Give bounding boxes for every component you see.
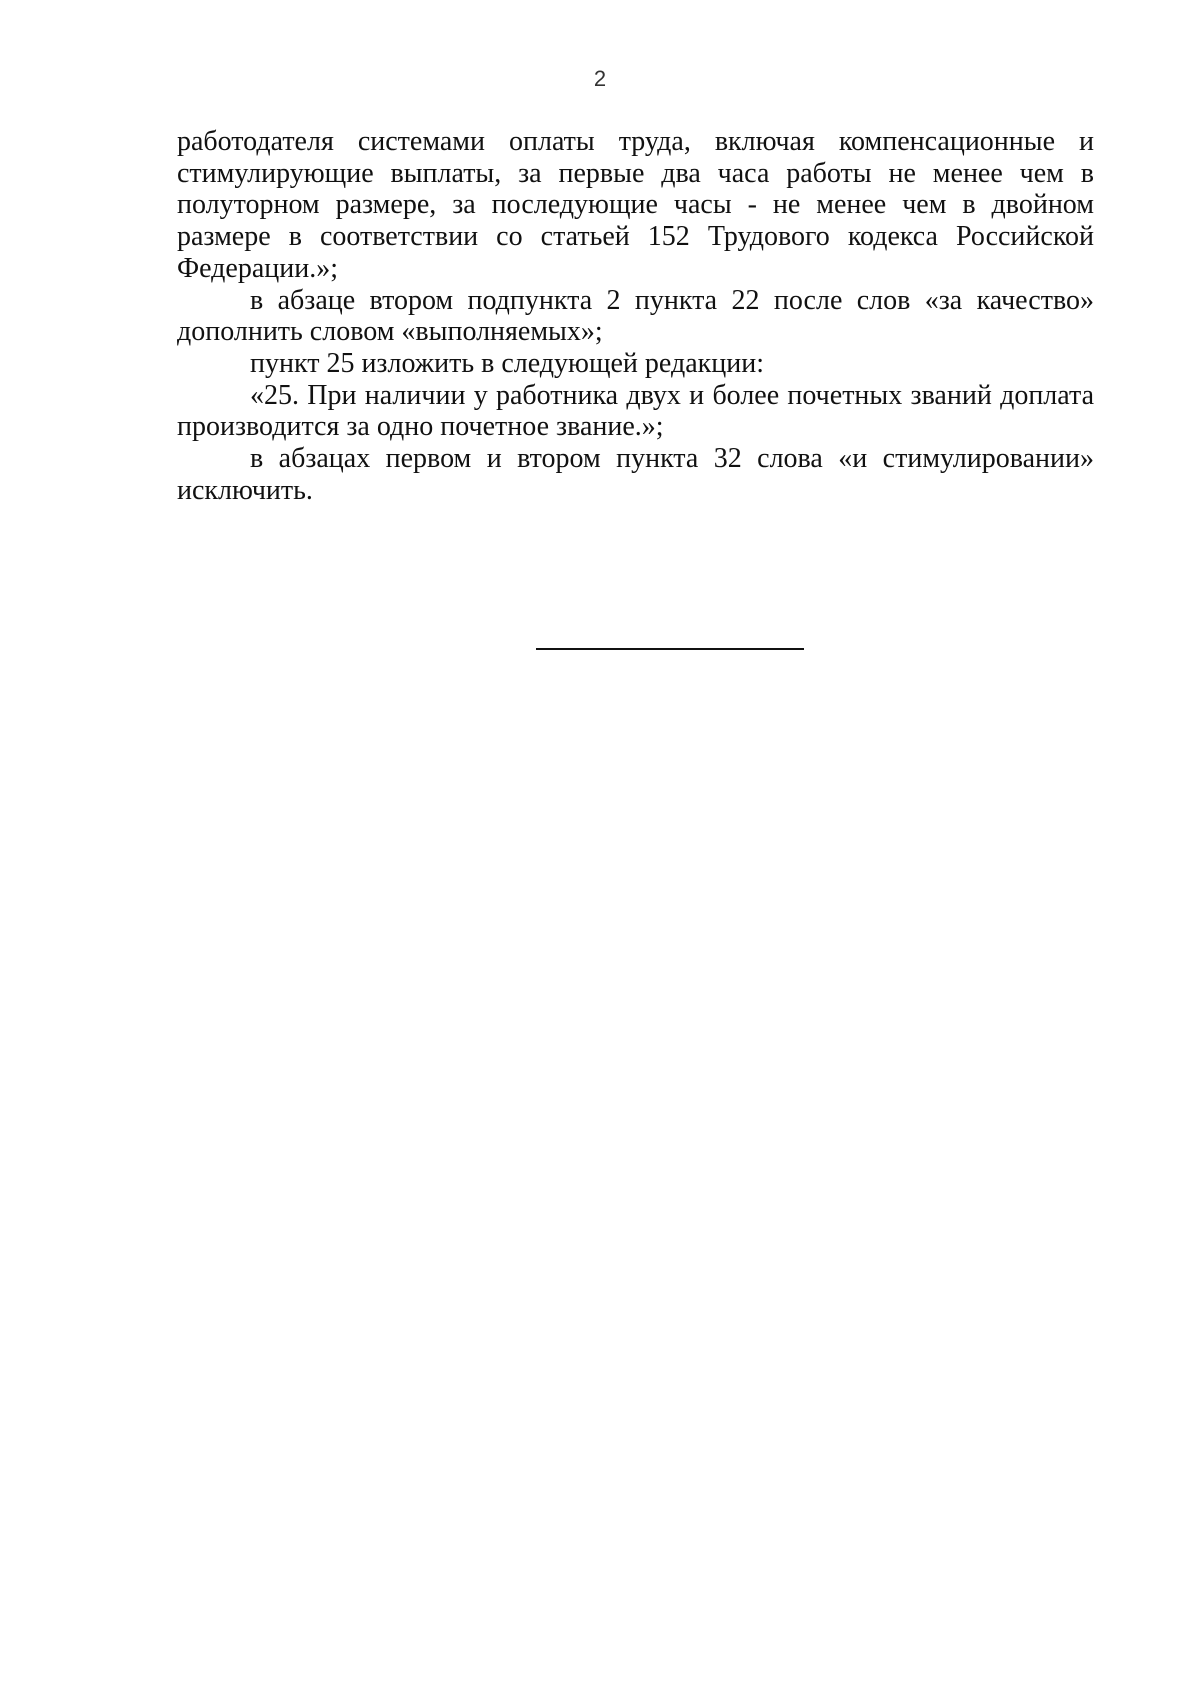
paragraph-amendment-25-intro: пункт 25 изложить в следующей редакции: (250, 347, 764, 379)
paragraph-amendment-22: в абзаце втором подпункта 2 пункта 22 после слов «за качество» дополнить словом «выполняемых»; (177, 284, 1094, 348)
paragraph-amendment-25-text: «25. При наличии у работника двух и более почетных званий доплата производится за одно почетное звание.»; (177, 379, 1094, 443)
page-number: 2 (593, 66, 607, 91)
paragraph-continuation: работодателя системами оплаты труда, включая компенсационные и стимулирующие выплаты, за первые два часа работы не менее чем в полуторном размере, за последующие часы - не менее чем в двойном размере в соответствии со статьей 152 Трудового кодекса Российской Федерации.»; (177, 126, 1094, 284)
document-body (177, 126, 1094, 506)
closing-divider (536, 648, 804, 650)
paragraph-amendment-32: в абзацах первом и втором пункта 32 слова «и стимулировании» исключить. (177, 443, 1094, 506)
